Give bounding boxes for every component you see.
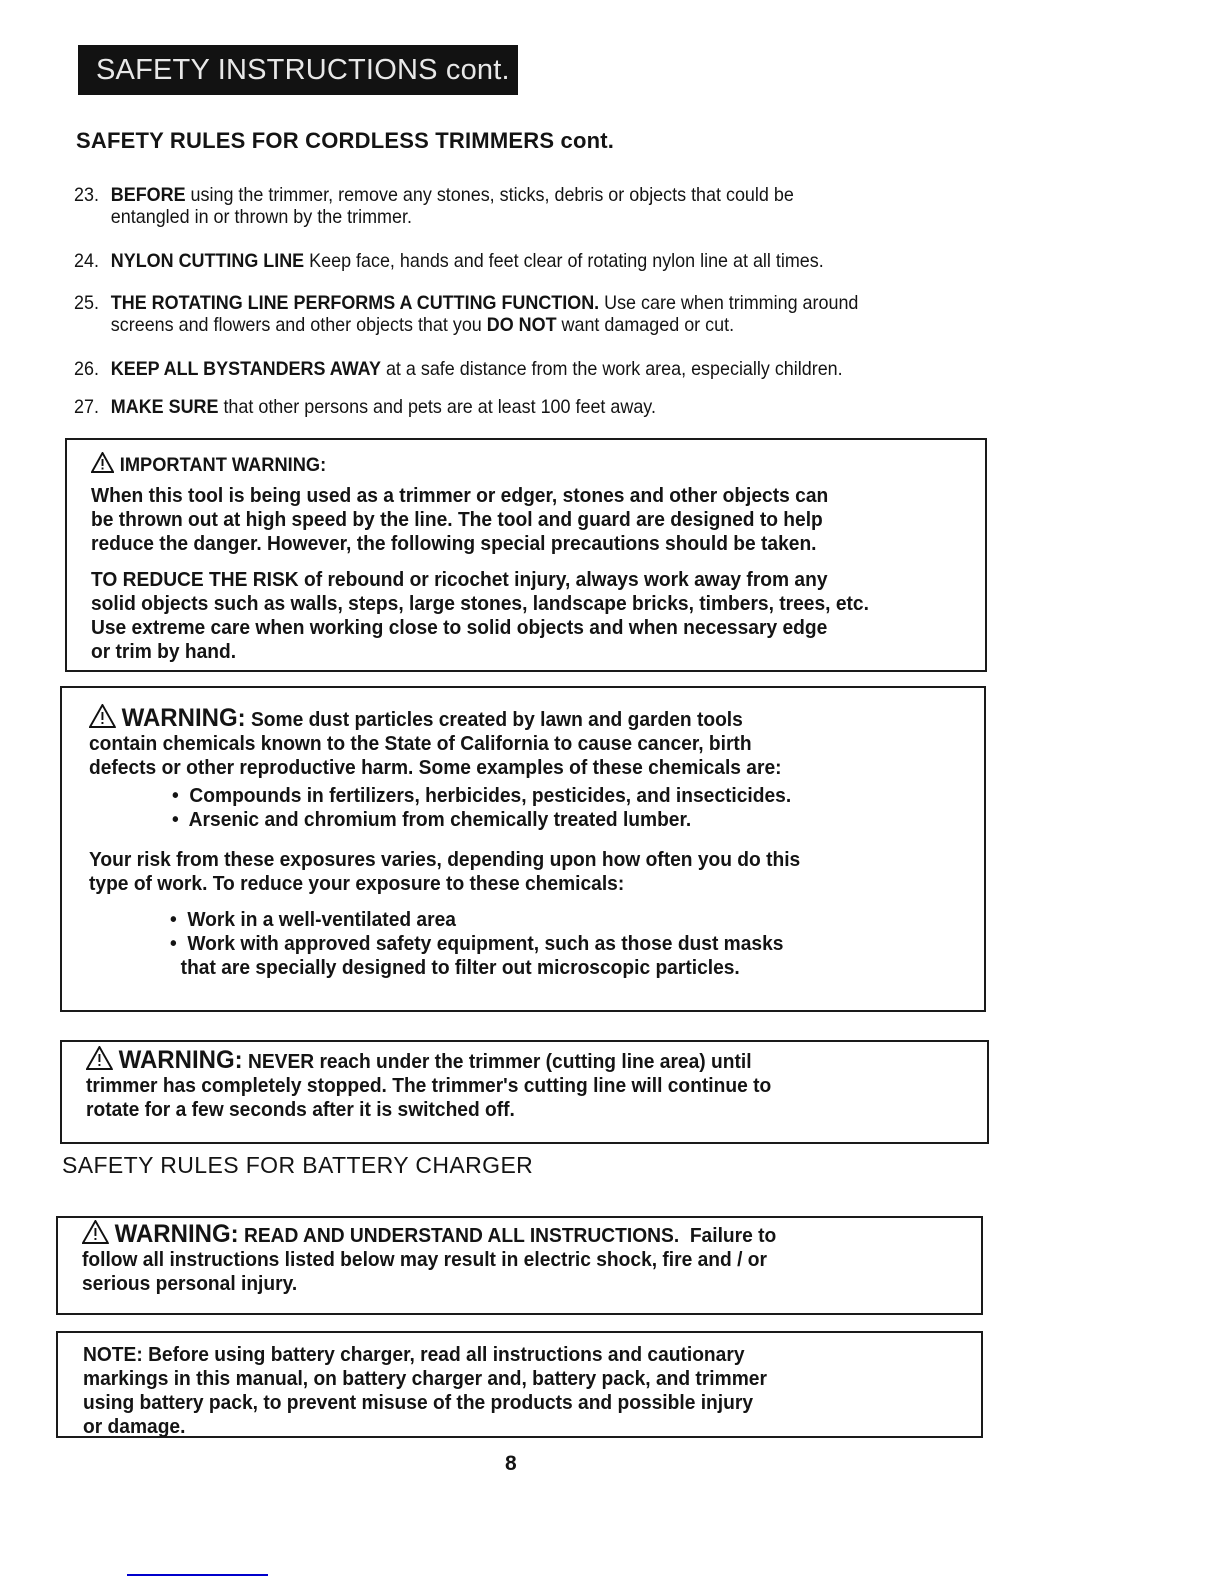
- read-instructions-warning-label: WARNING:: [114, 1220, 239, 1248]
- rule-first-line: [74, 292, 858, 314]
- never-reach-warning-text: [86, 1046, 771, 1122]
- rule-bold: MAKE SURE: [110, 396, 219, 418]
- never-reach-warning-label: WARNING:: [118, 1046, 243, 1074]
- blue-underline-mark: [127, 1574, 268, 1576]
- rule-number: 24.: [74, 250, 99, 272]
- dust-warning-label: WARNING:: [121, 704, 246, 732]
- rule-continuation: [74, 314, 858, 336]
- page-number: 8: [505, 1452, 517, 1475]
- rule-cont-bold: DO NOT: [486, 314, 557, 336]
- list-item: • Arsenic and chromium from chemically treated lumber.: [172, 809, 692, 831]
- dust-warning-box: [60, 686, 986, 1012]
- rule-number: 23.: [74, 184, 99, 206]
- rule-bold: BEFORE: [110, 184, 186, 206]
- important-warning-heading: [91, 452, 326, 478]
- rule-26: [74, 358, 843, 380]
- rule-text: at a safe distance from the work area, especially children.: [380, 358, 843, 380]
- rule-number: 27.: [74, 396, 99, 418]
- rule-number: 25.: [74, 292, 99, 314]
- note-box: [56, 1331, 983, 1438]
- rule-text: using the trimmer, remove any stones, sticks, debris or objects that could be: [185, 184, 794, 206]
- rule-cont-pre: screens and flowers and other objects that you: [110, 314, 487, 336]
- note-text: NOTE: Before using battery charger, read all instructions and cautionary markings in this manual, on battery charger and, battery pack, and trimmer using battery pack, to prevent misuse of the products and possible injury or damage.: [83, 1344, 767, 1438]
- rule-bold: NYLON CUTTING LINE: [110, 250, 305, 272]
- list-item: • Compounds in fertilizers, herbicides, pesticides, and insecticides.: [172, 785, 792, 807]
- rule-27: [74, 396, 656, 418]
- rule-continuation: entangled in or thrown by the trimmer.: [110, 206, 412, 228]
- important-warning-paragraph-2: TO REDUCE THE RISK of rebound or ricochet injury, always work away from any solid objects such as walls, steps, large stones, landscape bricks, timbers, trees, etc. Use extreme care when working close to solid objects and when necessary edge or trim by hand.: [91, 569, 869, 663]
- rule-first-line: [74, 184, 794, 206]
- rule-text: that other persons and pets are at least 100 feet away.: [218, 396, 656, 418]
- list-item-text: Work with approved safety equipment, such as those dust masks that are specially designed to filter out microscopic particles.: [180, 933, 784, 979]
- warning-triangle-icon: [82, 1220, 109, 1244]
- section-banner: [78, 45, 518, 95]
- rule-23: [74, 184, 794, 228]
- list-item-text: Work in a well-ventilated area: [187, 909, 456, 931]
- banner-title: SAFETY INSTRUCTIONS cont.: [96, 54, 510, 86]
- list-item: • Work with approved safety equipment, such as those dust masks that are specially designed to filter out microscopic particles.: [170, 933, 784, 979]
- rule-25: [74, 292, 858, 336]
- warning-triangle-icon: [86, 1046, 113, 1070]
- chemical-examples-list: [172, 784, 791, 832]
- section-title-trimmers: SAFETY RULES FOR CORDLESS TRIMMERS cont.: [76, 128, 615, 153]
- dust-warning-paragraph-2: Your risk from these exposures varies, depending upon how often you do this type of work. To reduce your exposure to these chemicals:: [89, 849, 801, 895]
- rule-first-line: [74, 396, 656, 418]
- rule-first-line: [74, 358, 843, 380]
- rule-first-line: [74, 250, 824, 272]
- rule-text: Keep face, hands and feet clear of rotating nylon line at all times.: [304, 250, 824, 272]
- never-reach-warning-box: [60, 1040, 989, 1144]
- list-item-text: Compounds in fertilizers, herbicides, pesticides, and insecticides.: [189, 785, 792, 807]
- important-warning-label: IMPORTANT WARNING:: [119, 455, 327, 476]
- important-warning-box: [65, 438, 987, 672]
- read-instructions-warning-text: [82, 1220, 776, 1296]
- rule-bold: KEEP ALL BYSTANDERS AWAY: [110, 358, 381, 380]
- exposure-reduction-list: [170, 908, 783, 980]
- rule-text: Use care when trimming around: [599, 292, 859, 314]
- rule-bold: THE ROTATING LINE PERFORMS A CUTTING FUNCTION.: [110, 292, 600, 314]
- warning-triangle-icon: [91, 452, 114, 473]
- read-instructions-warning-box: [56, 1216, 983, 1315]
- list-item-text: Arsenic and chromium from chemically treated lumber.: [188, 809, 692, 831]
- rule-number: 26.: [74, 358, 99, 380]
- dust-warning-intro: [89, 704, 782, 780]
- dust-warning-text: Some dust particles created by lawn and garden tools contain chemicals known to the State of California to cause cancer, birth defects or other reproductive harm. Some examples of these chemicals are:: [89, 709, 782, 779]
- section-title-battery-charger: SAFETY RULES FOR BATTERY CHARGER: [62, 1152, 534, 1178]
- rule-24: [74, 250, 824, 272]
- warning-triangle-icon: [89, 704, 116, 728]
- list-item: • Work in a well-ventilated area: [170, 909, 456, 931]
- read-instructions-warning-body: READ AND UNDERSTAND ALL INSTRUCTIONS. Failure to follow all instructions listed below may result in electric shock, fire and / or serious personal injury.: [82, 1225, 777, 1295]
- never-reach-warning-body: NEVER reach under the trimmer (cutting line area) until trimmer has completely stopped. The trimmer's cutting line will continue to rotate for a few seconds after it is switched off.: [86, 1051, 772, 1121]
- important-warning-paragraph-1: When this tool is being used as a trimmer or edger, stones and other objects can be thrown out at high speed by the line. The tool and guard are designed to help reduce the danger. However, the following special precautions should be taken.: [91, 485, 829, 555]
- rule-cont-post: want damaged or cut.: [556, 314, 735, 336]
